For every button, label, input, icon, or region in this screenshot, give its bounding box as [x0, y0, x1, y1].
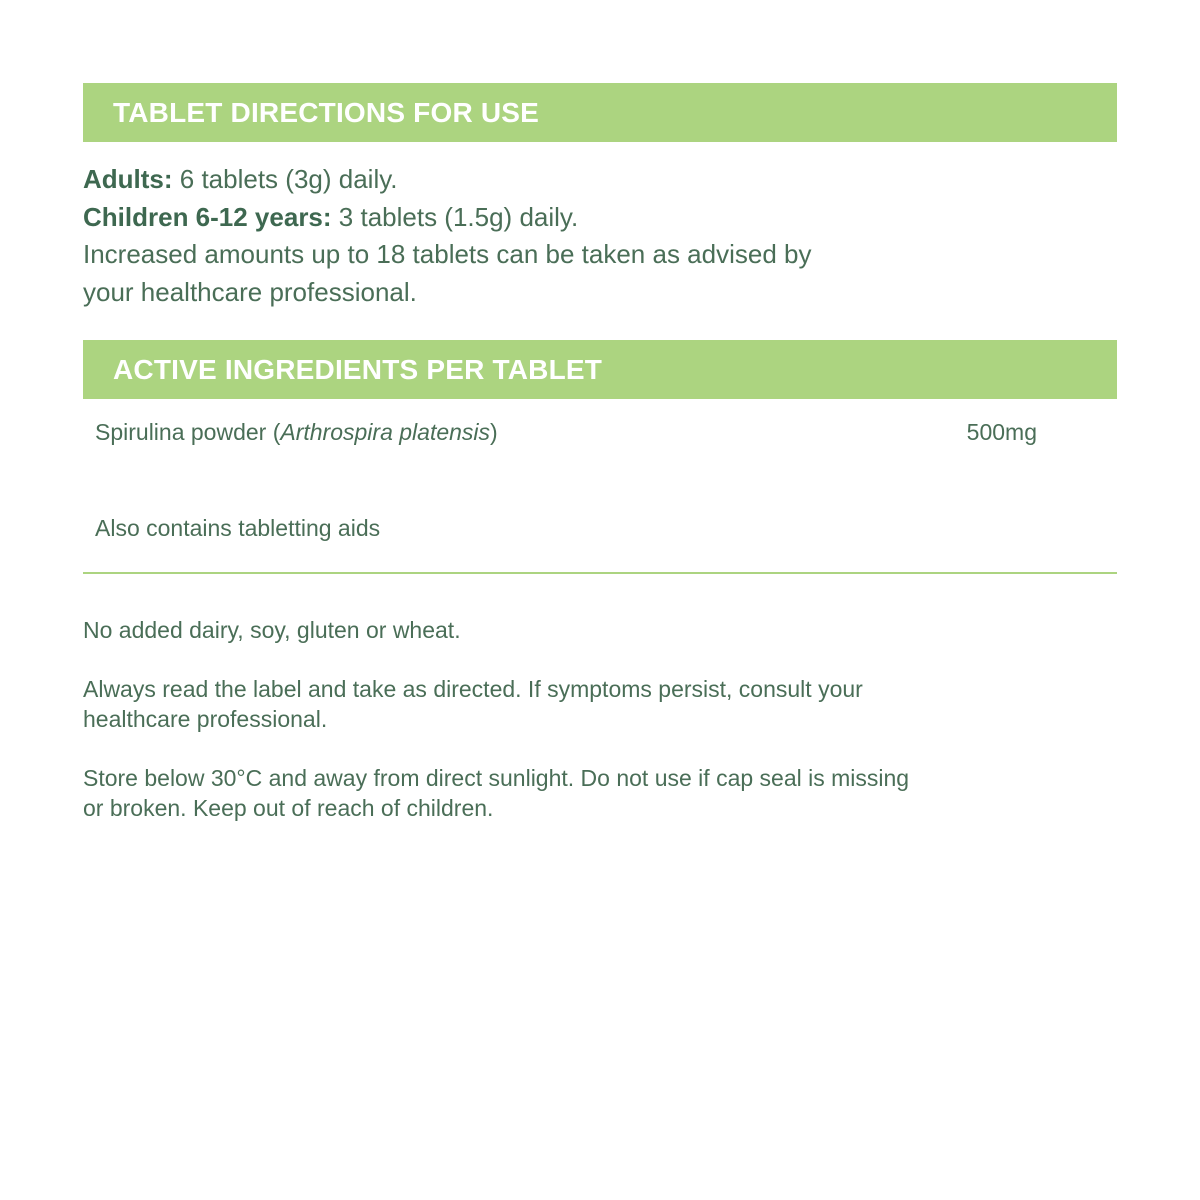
directions-banner: [83, 83, 1117, 142]
increased-amounts-line-2: your healthcare professional.: [83, 276, 417, 307]
adults-label: Adults:: [83, 164, 173, 194]
storage-line-1: Store below 30°C and away from direct sunlight. Do not use if cap seal is missing: [83, 765, 910, 791]
storage-note: [83, 763, 1023, 823]
notes-block: [83, 615, 1023, 852]
ingredients-banner: [83, 340, 1117, 399]
ingredients-title: ACTIVE INGREDIENTS PER TABLET: [113, 353, 603, 385]
increased-amounts-line-1: Increased amounts up to 18 tablets can be taken as advised by: [83, 239, 812, 269]
storage-line-2: or broken. Keep out of reach of children.: [83, 795, 494, 821]
children-text: 3 tablets (1.5g) daily.: [331, 201, 579, 232]
section-divider: [83, 572, 1117, 574]
ingredient-name: [95, 416, 498, 448]
adults-dosage: [83, 161, 1083, 199]
also-contains-text: Also contains tabletting aids: [95, 515, 381, 541]
ingredient-close-paren: ): [490, 419, 498, 445]
directions-text: [83, 161, 1083, 311]
children-label: Children 6-12 years:: [83, 201, 332, 232]
ingredient-common-name: Spirulina powder (: [95, 419, 281, 445]
directions-title: TABLET DIRECTIONS FOR USE: [113, 96, 540, 128]
adults-text: 6 tablets (3g) daily.: [172, 164, 398, 194]
ingredient-latin-name: Arthrospira platensis: [280, 419, 491, 445]
warning-note: [83, 674, 1023, 734]
ingredient-row: [95, 416, 1037, 448]
ingredient-amount: 500mg: [966, 419, 1037, 445]
warning-line-1: Always read the label and take as directed. If symptoms persist, consult your: [83, 676, 863, 702]
children-dosage: [83, 199, 1083, 237]
allergen-note: No added dairy, soy, gluten or wheat.: [83, 617, 461, 643]
warning-line-2: healthcare professional.: [83, 706, 328, 732]
